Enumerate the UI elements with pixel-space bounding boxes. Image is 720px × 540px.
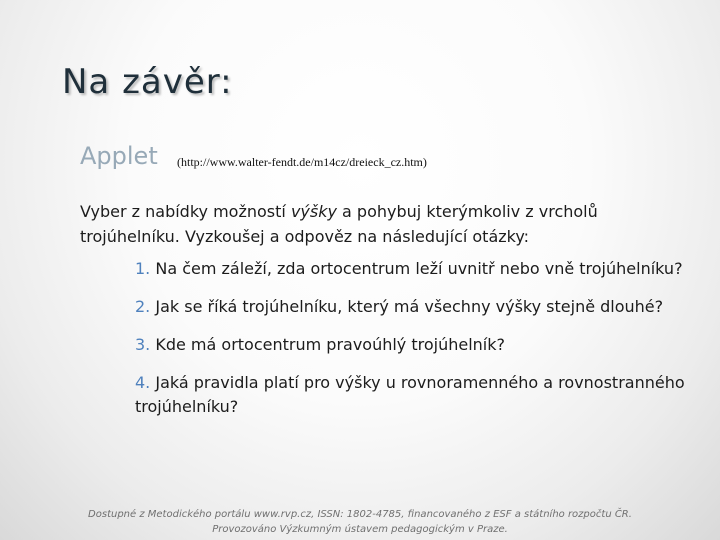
footer [50, 507, 670, 537]
question-item [135, 371, 695, 419]
intro-text-part1: Vyber z nabídky možností [80, 202, 291, 221]
question-text: Jaká pravidla platí pro výšky u rovnoramenného a rovnostranného trojúhelníku? [135, 373, 685, 416]
intro-paragraph [80, 199, 700, 249]
question-text: Jak se říká trojúhelníku, který má všechny výšky stejně dlouhé? [150, 297, 664, 316]
question-list [135, 257, 695, 433]
question-item [135, 257, 695, 281]
intro-text-part2: a pohybuj kterýmkoliv z vrcholů trojúhelníku. Vyzkoušej a odpověz na následující otázky: [80, 202, 598, 246]
question-text: Kde má ortocentrum pravoúhlý trojúhelník? [150, 335, 506, 354]
slide-title: Na závěr: [62, 62, 233, 102]
applet-url: (http://www.walter-fendt.de/m14cz/dreieck_cz.htm) [177, 155, 427, 169]
applet-link[interactable]: Applet [80, 142, 158, 170]
question-number: 1. [135, 259, 151, 278]
question-number: 3. [135, 335, 151, 354]
question-item [135, 295, 695, 319]
question-number: 2. [135, 297, 151, 316]
footer-line-2: Provozováno Výzkumným ústavem pedagogickým v Praze. [212, 524, 508, 535]
question-text: Na čem záleží, zda ortocentrum leží uvnitř nebo vně trojúhelníku? [150, 259, 683, 278]
question-item [135, 333, 695, 357]
intro-emphasis: výšky [290, 202, 337, 221]
question-number: 4. [135, 373, 151, 392]
footer-line-1: Dostupné z Metodického portálu www.rvp.cz, ISSN: 1802-4785, financovaného z ESF a státního rozpočtu ČR. [88, 509, 632, 520]
